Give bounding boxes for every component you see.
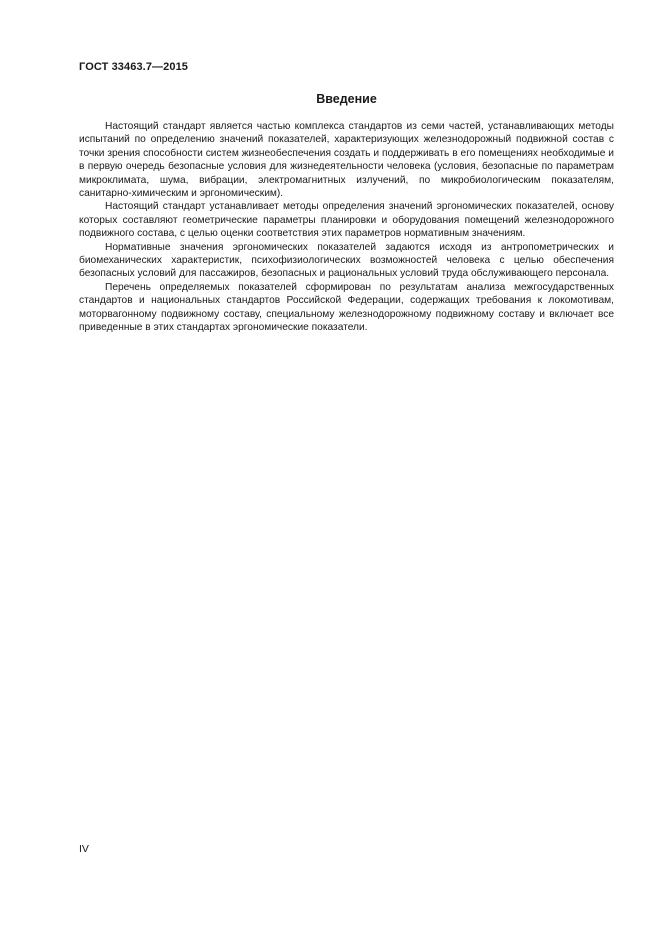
document-body bbox=[79, 120, 614, 335]
standard-code: ГОСТ 33463.7—2015 bbox=[79, 61, 189, 73]
paragraph: Настоящий стандарт устанавливает методы определения значений эргономических показателей, основу которых составляют геометрические параметры планировки и оборудования помещений железнодорожного подвижного состава, с целью оценки соответствия этих параметров нормативным значениям. bbox=[79, 201, 614, 240]
page-number: IV bbox=[79, 843, 89, 855]
section-title: Введение bbox=[316, 92, 377, 106]
paragraph: Настоящий стандарт является частью комплекса стандартов из семи частей, устанавливающих методы испытаний по определению значений показателей, характеризующих железнодорожный подвижной состав с точки зрения способности систем жизнеобеспечения создать и поддерживать в его помещениях необходимые и в первую очередь безопасные условия для жизнедеятельности человека (условия, безопасные по параметрам микроклимата, шума, вибрации, электромагнитных излучений, по микробиологическим показателям, санитарно-химическим и эргономическим). bbox=[79, 121, 614, 200]
paragraph: Перечень определяемых показателей сформирован по результатам анализа межгосударственных стандартов и национальных стандартов Российской Федерации, содержащих требования к локомотивам, моторвагонному подвижному составу, специальному железнодорожному подвижному составу и включает все приведенные в этих стандартах эргономические показатели. bbox=[79, 281, 614, 334]
paragraph: Нормативные значения эргономических показателей задаются исходя из антропометрических и биомеханических характеристик, психофизиологических возможностей человека с целью обеспечения безопасных условий для пассажиров, безопасных и рациональных условий труда обслуживающего персонала. bbox=[79, 241, 614, 280]
